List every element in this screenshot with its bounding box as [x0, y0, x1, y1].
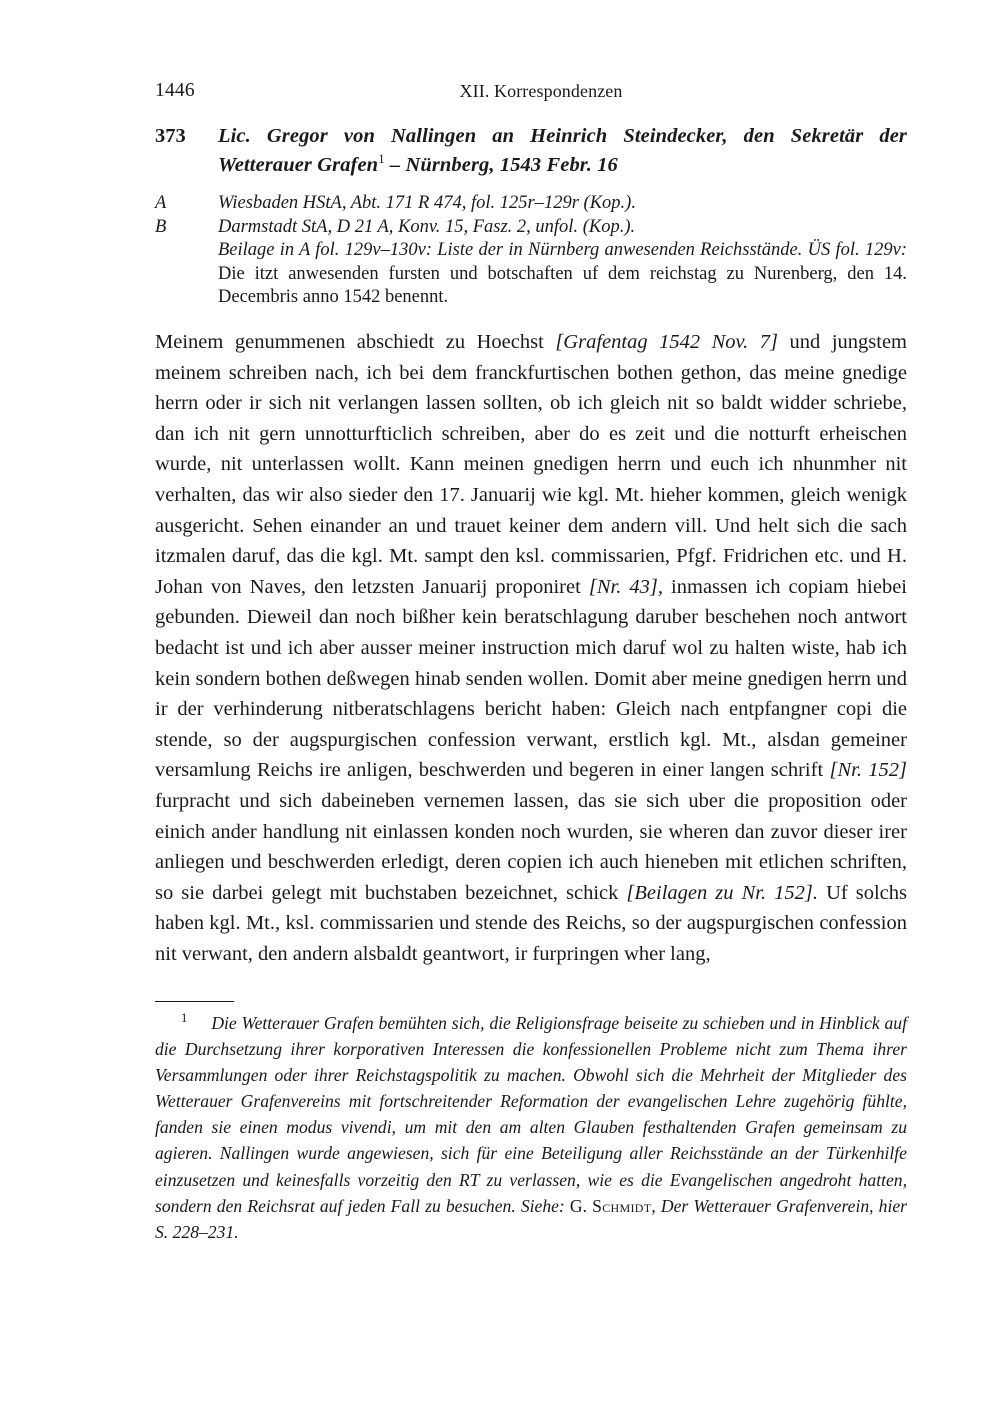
body-segment: furpracht und sich dabeineben vernemen lassen, das sie sich uber die proposition oder einich ander handlung nit einlassen konden noch wurden, sie wheren dan zuvor dieser irer anliegen und beschwerden erledigt, deren copien ich auch hieneben mit etlichen schriften, so sie darbei gelegt mit buchstaben bezeichnet, schick: [155, 789, 907, 904]
footnote-number: 1: [181, 1011, 188, 1026]
footnote-segment-roman: G.: [564, 1195, 593, 1216]
body-segment: inmassen ich copiam hiebei gebunden. Dieweil dan noch bißher kein beratschlagung daruber beschehen noch antwort bedacht ist und ich aber ausser meiner instruction mich daruf wol zu halten wiste, hab ich kein sondern bothen deßwegen hinab senden wollen. Domit aber meine gnedigen herrn und ir der verhinderung nitberatschlagens bericht haben: Gleich nach entpfangner copi die stende, so der augspurgischen confession verwant, erstlich kgl. Mt., alsdan gemeiner versamlung Reichs ire anligen, beschwerden und begeren in einer langen schrift: [155, 575, 907, 782]
document-title-line-1: Lic. Gregor von Nallingen an Heinrich Steindecker, den Sekretär der: [218, 125, 907, 147]
editorial-reference: [Nr. 152]: [829, 759, 907, 782]
document-heading: [155, 122, 907, 180]
source-entry-b: [155, 216, 907, 240]
footnote-segment: Die Wetterauer Grafen bemühten sich, die Religionsfrage beiseite zu schieben und in Hinblick auf die Durchsetzung ihrer korporativen Interessen die konfessionellen Probleme nicht zum Thema ihrer Versammlungen oder ihrer Reichstagspolitik zu machen. Obwohl sich die Mehrheit der Mitglieder des Wetterauer Grafenvereins mit fortschreitender Reformation der evangelischen Lehre zugehörig fühlte, fanden sie einen modus vivendi, um mit den am alten Glauben festhaltenden Grafen gemeinsam zu agieren. Nallingen wurde angewiesen, sich für eine Beteiligung aller Reichsstände an der Türkenhilfe einzusetzen und keinesfalls vorzeitig den RT zu verlassen, wie es die Evangelischen angedroht hatten, sondern den Reichsrat auf jeden Fall zu besuchen. Siehe:: [155, 1013, 907, 1216]
footnote-1: [155, 1010, 907, 1245]
enclosure-note-quotation: Die itzt anwesenden fursten und botschaften uf dem reichstag zu Nurenberg, den 14. Decembris anno 1542 benennt.: [218, 263, 907, 307]
footnote-reference-marker[interactable]: 1: [378, 152, 385, 167]
body-segment: und jungstem meinem schreiben nach, ich bei dem franckfurtischen bothen gethon, das meine gnedige herrn oder ir sich nit verlangen lassen sollten, ob ich gleich nit so baldt widder schriebe, dan ich nit gern unnotturfticlich schreiben, aber do es zeit und die notturft erheischen wurde, nit unterlassen wollt. Kann meinen gnedigen herrn und euch ich nhunmher nit verhalten, das wir also sieder den 17. Januarij wie kgl. Mt. hieher kommen, gleich wenigk ausgericht. Sehen einander an und trauet keiner dem andern vill. Und helt sich die sach itzmalen daruf, das die kgl. Mt. sampt den ksl. commissarien, Pfgf. Fridrichen etc. und H. Johan von Naves, den letzsten Januarij proponiret: [155, 331, 907, 598]
footnote-citation-title: Der Wetterauer Grafenverein, hier S. 228–231.: [155, 1195, 907, 1242]
document-title: [218, 122, 907, 180]
source-reference: Darmstadt StA, D 21 A, Konv. 15, Fasz. 2, unfol. (Kop.).: [218, 216, 636, 237]
body-segment: Uf solchs haben kgl. Mt., ksl. commissarien und stende des Reichs, so der augspurgischen confession nit verwant, den andern alsbaldt geantwort, ir furpringen wher lang,: [155, 881, 908, 965]
document-title-line-2-post: – Nürnberg, 1543 Febr. 16: [384, 154, 618, 176]
footnote-separator-rule: [155, 1001, 234, 1002]
source-list: [155, 192, 907, 310]
footnote-segment-roman: ,: [651, 1195, 661, 1216]
editorial-reference: [Nr. 43],: [588, 575, 663, 598]
source-entry-a: [155, 192, 907, 216]
document-number: 373: [155, 125, 186, 147]
body-paragraph: [155, 327, 907, 969]
document-title-line-2-pre: Wetterauer Grafen: [218, 154, 379, 176]
footnote-author-name: Schmidt: [592, 1195, 652, 1216]
page-folio-number: 1446: [155, 80, 195, 101]
running-head: [155, 78, 907, 104]
source-sigil: A: [155, 193, 167, 213]
enclosure-note: [218, 239, 907, 310]
source-reference: Wiesbaden HStA, Abt. 171 R 474, fol. 125r–129r (Kop.).: [218, 193, 636, 213]
enclosure-note-italic: Beilage in A fol. 129v–130v: Liste der in Nürnberg anwesenden Reichsstände. ÜS fol. 129v:: [218, 240, 907, 260]
running-head-title: XII. Korrespondenzen: [459, 81, 623, 101]
editorial-reference: [Beilagen zu Nr. 152].: [626, 881, 819, 904]
editorial-reference: [Grafentag 1542 Nov. 7]: [555, 331, 779, 353]
source-sigil: B: [155, 216, 167, 237]
body-segment: Meinem genummenen abschiedt zu Hoechst: [155, 331, 556, 353]
